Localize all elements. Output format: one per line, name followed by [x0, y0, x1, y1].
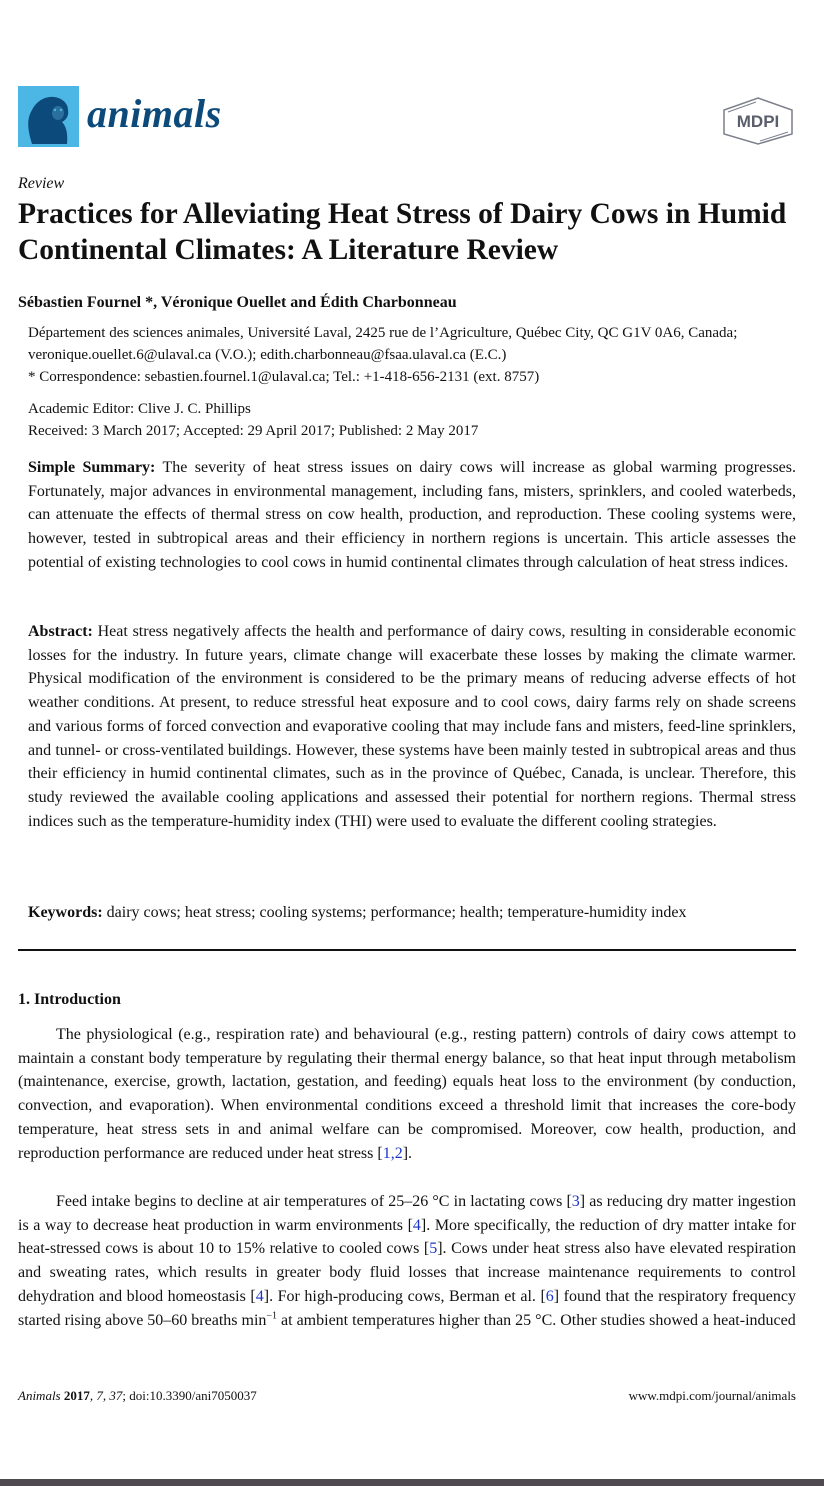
journal-logo — [18, 86, 79, 147]
paragraph-text: ]. Cows under heat stress also have elevated respiration and sweating rates, which results in greater body fluid losses that increase maintenance requirements to control dehydration and blood homeostasis [ — [18, 1240, 797, 1305]
keywords-text: dairy cows; heat stress; cooling systems; performance; health; temperature-humidity index — [102, 904, 687, 921]
mdpi-hexagon-icon — [720, 96, 796, 146]
mdpi-logo-text: MDPI — [736, 112, 780, 131]
paragraph-text: ] found that the respiratory frequency started rising above 50–60 breaths min — [18, 1287, 797, 1329]
citation-link[interactable]: 5 — [429, 1240, 438, 1258]
correspondence: * Correspondence: sebastien.fournel.1@ulaval.ca; Tel.: +1-418-656-2131 (ext. 8757) — [28, 369, 540, 385]
footer-doi[interactable]: ; doi:10.3390/ani7050037 — [122, 1388, 257, 1403]
footer-citation — [18, 1388, 257, 1404]
section-heading-introduction: 1. Introduction — [18, 991, 121, 1008]
abstract-label: Abstract: — [28, 623, 93, 640]
gorilla-logo-icon — [18, 86, 79, 147]
paragraph-text: ]. More specifically, the reduction of dry matter intake for heat-stressed cows is about 10 to 15% relative to cooled cows [ — [18, 1216, 796, 1258]
academic-editor: Academic Editor: Clive J. C. Phillips — [28, 401, 251, 417]
simple-summary-label: Simple Summary: — [28, 459, 156, 476]
affiliation: Département des sciences animales, Université Laval, 2425 rue de l’Agriculture, Québec City, QC G1V 0A6, Canada; veronique.ouellet.6@ulaval.ca (V.O.); edith.charbonneau@fsaa.ulaval.ca (E.C.) — [28, 325, 738, 363]
paragraph-text: ]. — [402, 1144, 413, 1162]
keywords — [28, 901, 796, 925]
abstract — [28, 620, 796, 833]
footer-year: 2017 — [63, 1388, 90, 1403]
keywords-label: Keywords: — [28, 904, 103, 921]
citation-link[interactable]: 1,2 — [382, 1144, 403, 1162]
simple-summary-text: The severity of heat stress issues on dairy cows will increase as global warming progresses. Fortunately, major advances in environmental management, including fans, misters, sprinklers, and cooled waterbeds, can attenuate the effects of thermal stress on cow health, production, and reproduction. These cooling systems were, however, tested in subtropical areas and their efficiency in northern regions is uncertain. This article assesses the potential of existing technologies to cool cows in humid continental climates through calculation of heat stress indices. — [28, 459, 797, 571]
paragraph-text: ]. For high-producing cows, Berman et al. [ — [263, 1287, 546, 1305]
journal-name: animals — [87, 91, 222, 136]
intro-paragraph — [18, 1190, 796, 1332]
citation-link[interactable]: 6 — [545, 1287, 554, 1305]
section-divider — [18, 949, 796, 951]
superscript: −1 — [266, 1310, 278, 1322]
footer-journal: Animals — [18, 1388, 61, 1403]
citation-link[interactable]: 3 — [571, 1193, 580, 1210]
article-type: Review — [18, 175, 65, 192]
paragraph-text: The physiological (e.g., respiration rate) and behavioural (e.g., resting pattern) controls of dairy cows attempt to maintain a constant body temperature by regulating their thermal energy balance, so that heat input through metabolism (maintenance, exercise, growth, lactation, gestation, and feeding) equals heat loss to the environment (by conduction, convection, and evaporation). When environmental conditions exceed a threshold limit that increases the core-body temperature, heat stress sets in and animal welfare can be compromised. Moreover, cow health, production, and reproduction performance are reduced under heat stress [ — [18, 1026, 796, 1162]
intro-paragraph — [18, 1023, 796, 1165]
citation-link[interactable]: 4 — [255, 1287, 264, 1305]
author-list: Sébastien Fournel *, Véronique Ouellet and Édith Charbonneau — [18, 294, 457, 311]
abstract-text: Heat stress negatively affects the health and performance of dairy cows, resulting in considerable economic losses for the industry. In future years, climate change will exacerbate these losses by making the climate warmer. Physical modification of the environment is considered to be the primary means of reducing adverse effects of hot weather conditions. At present, to reduce stressful heat exposure and to cool cows, dairy farms rely on shade screens and various forms of forced convection and evaporative cooling that may include fans and misters, feed-line sprinklers, and tunnel- or cross-ventilated buildings. However, these systems have been mainly tested in subtropical areas and thus their efficiency in humid continental climates, such as in the province of Québec, Canada, is unclear. Therefore, this study reviewed the available cooling applications and assessed their potential for northern regions. Thermal stress indices such as the temperature-humidity index (THI) were used to evaluate the different cooling strategies. — [28, 623, 796, 830]
viewer-bottom-bar — [0, 1479, 824, 1486]
simple-summary — [28, 456, 796, 575]
mdpi-logo — [720, 96, 796, 146]
paragraph-text: Feed intake begins to decline at air temperatures of 25–26 °C in lactating cows [ — [56, 1193, 572, 1210]
citation-link[interactable]: 4 — [412, 1216, 421, 1234]
paragraph-text: ] as reducing dry matter ingestion is a way to decrease heat production in warm environments [ — [18, 1193, 797, 1234]
footer-volume: , 7, 37 — [89, 1388, 123, 1403]
footer-url[interactable]: www.mdpi.com/journal/animals — [628, 1388, 796, 1403]
publication-dates: Received: 3 March 2017; Accepted: 29 April 2017; Published: 2 May 2017 — [28, 423, 479, 439]
paragraph-text: at ambient temperatures higher than 25 °C. Other studies showed a heat-induced — [277, 1311, 796, 1329]
article-title: Practices for Alleviating Heat Stress of Dairy Cows in Humid Continental Climates: A Literature Review — [18, 198, 787, 266]
